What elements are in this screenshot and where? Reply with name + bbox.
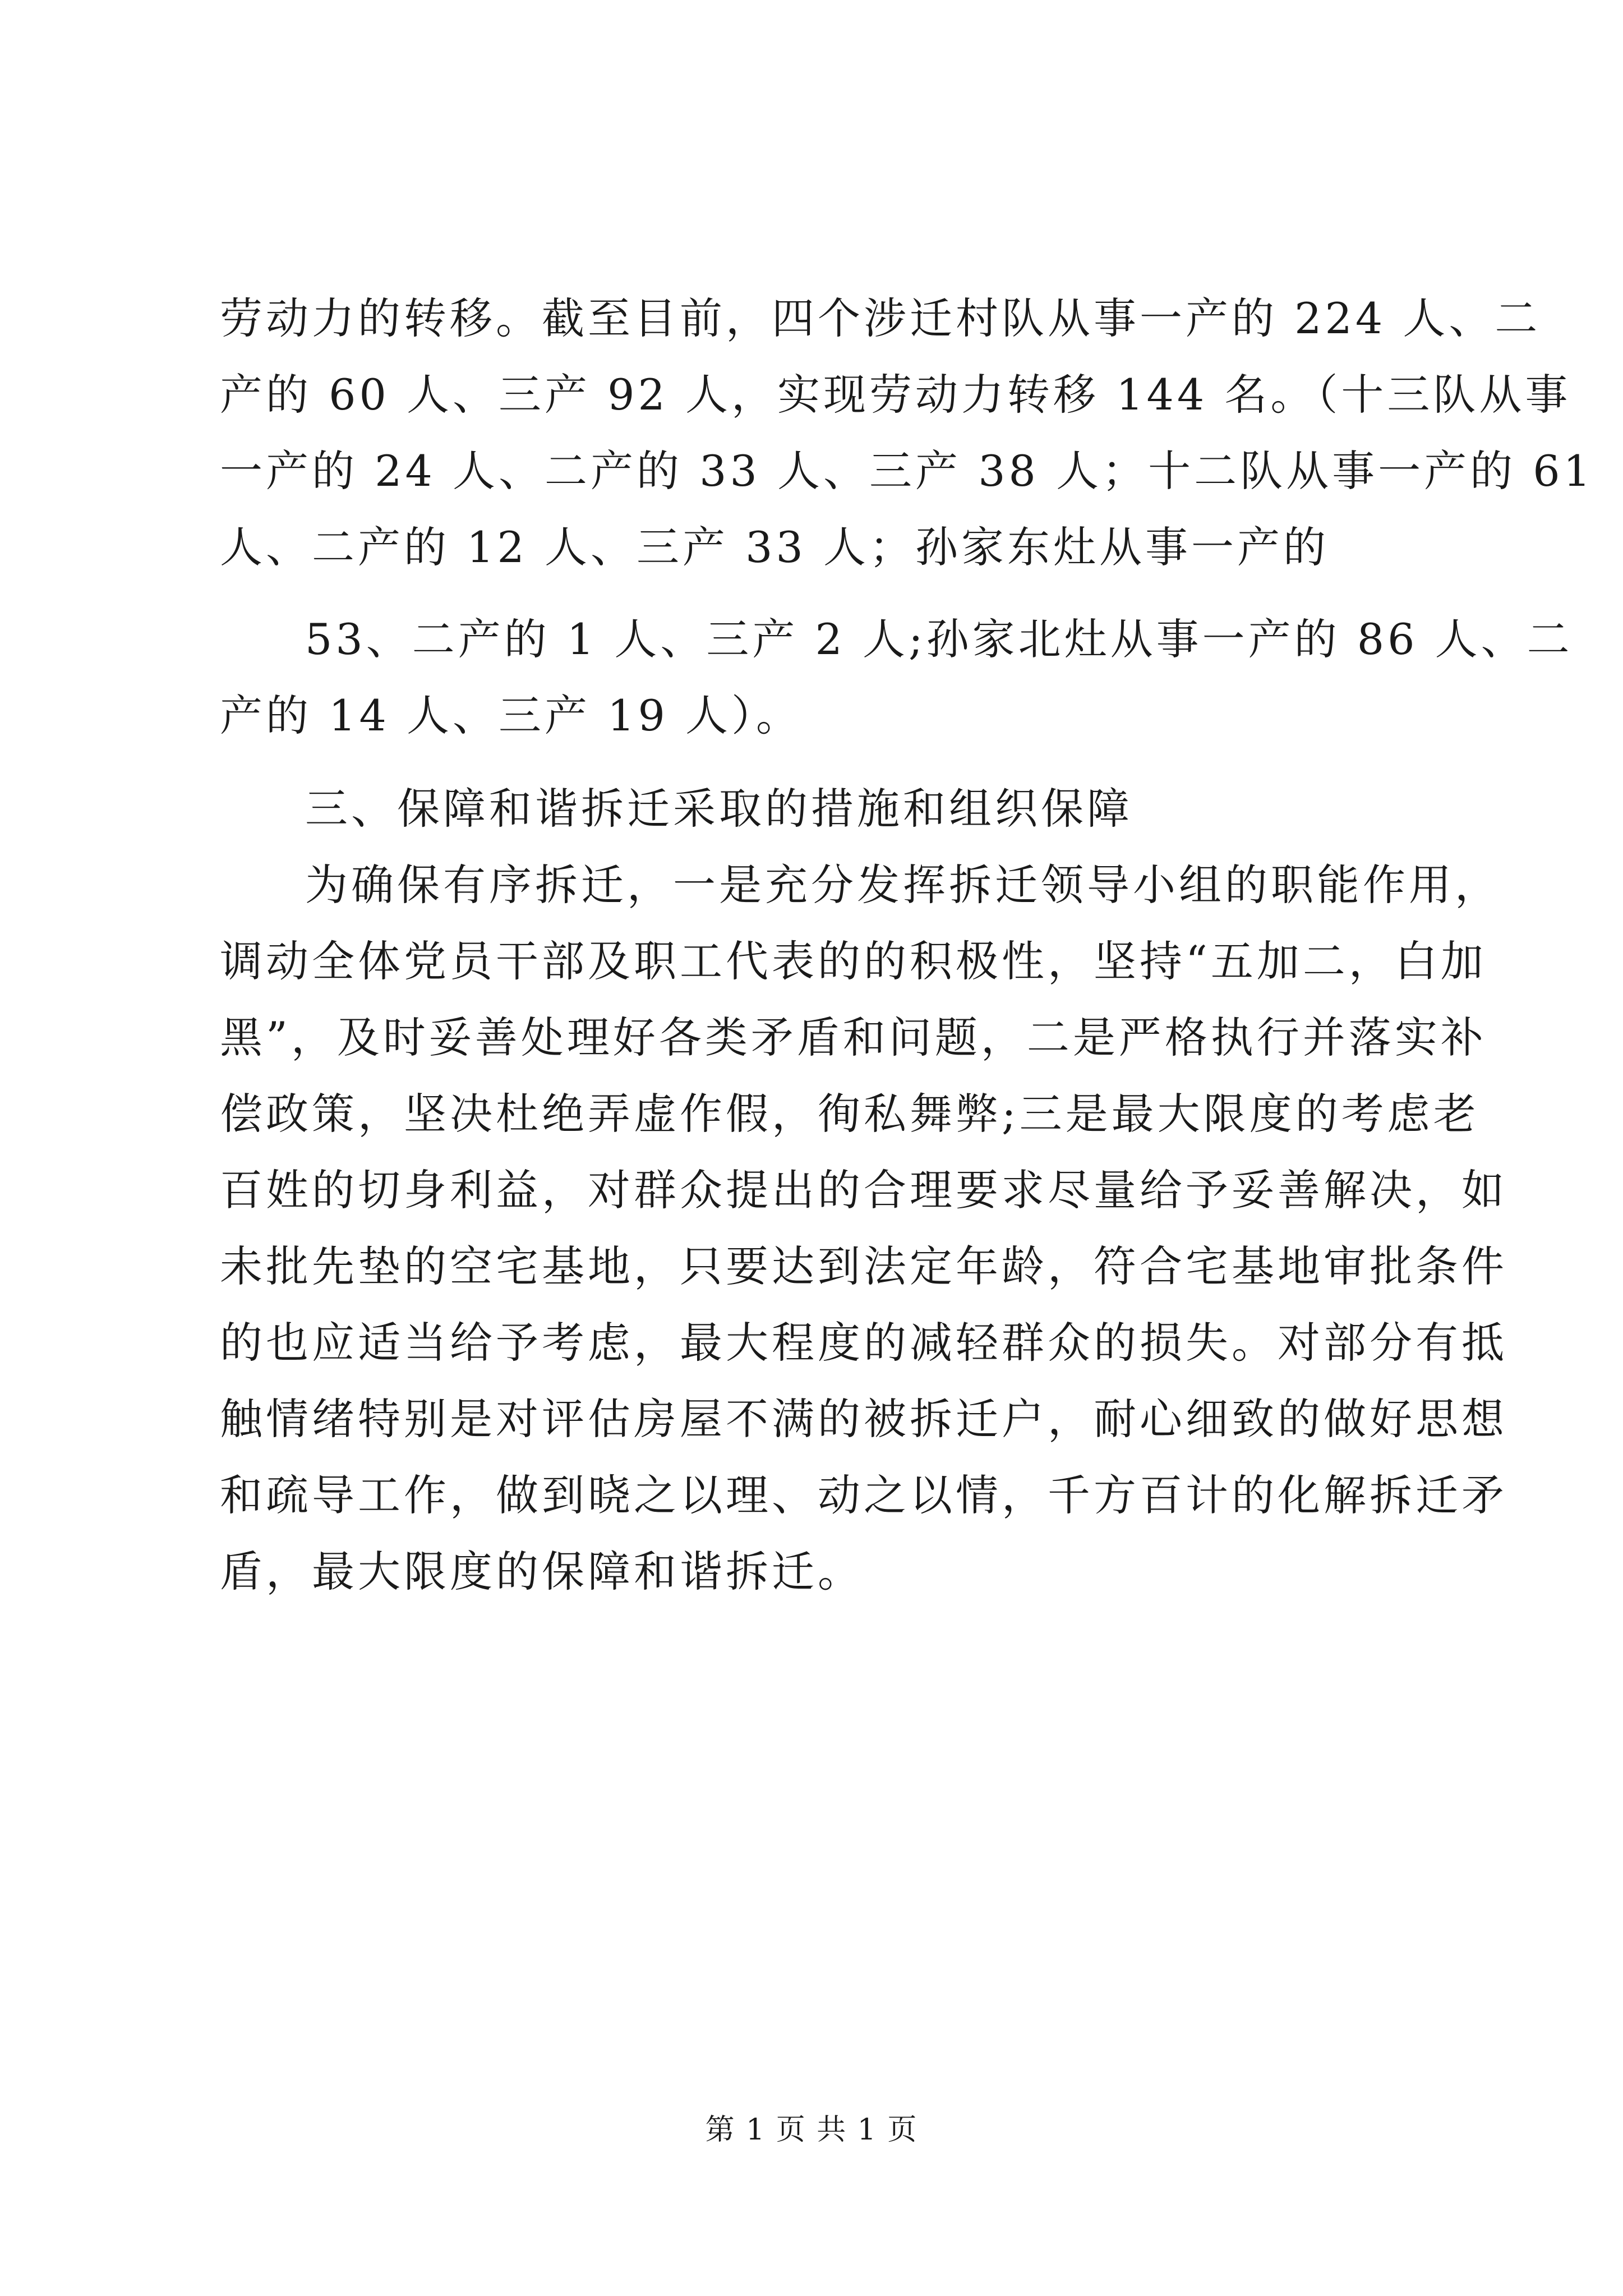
text-line: 盾，最大限度的保障和谐拆迁。 <box>220 1547 864 1596</box>
text-line: 53、二产的 1 人、三产 2 人;孙家北灶从事一产的 86 人、二 <box>305 614 1573 664</box>
text-line: 未批先垫的空宅基地，只要达到法定年龄，符合宅基地审批条件 <box>220 1241 1507 1291</box>
text-line: 一产的 24 人、二产的 33 人、三产 38 人；十二队从事一产的 61 <box>220 446 1594 496</box>
text-line: 劳动力的转移。截至目前，四个涉迁村队从事一产的 224 人、二 <box>220 293 1541 343</box>
text-line: 产的 60 人、三产 92 人，实现劳动力转移 144 名。（十三队从事 <box>220 370 1571 420</box>
text-line: 和疏导工作，做到晓之以理、动之以情，千方百计的化解拆迁矛 <box>220 1470 1507 1520</box>
text-line: 百姓的切身利益，对群众提出的合理要求尽量给予妥善解决，如 <box>220 1165 1507 1215</box>
text-line: 触情绪特别是对评估房屋不满的被拆迁户，耐心细致的做好思想 <box>220 1394 1507 1444</box>
text-line: 偿政策，坚决杜绝弄虚作假，徇私舞弊;三是最大限度的考虑老 <box>220 1089 1479 1139</box>
text-line: 调动全体党员干部及职工代表的的积极性，坚持“五加二，白加 <box>220 936 1487 986</box>
section-heading: 三、保障和谐拆迁采取的措施和组织保障 <box>305 784 1133 834</box>
document-body <box>220 280 1594 1610</box>
text-line: 产的 14 人、三产 19 人）。 <box>220 691 803 740</box>
text-line: 为确保有序拆迁，一是充分发挥拆迁领导小组的职能作用， <box>305 860 1501 910</box>
text-line: 人、二产的 12 人、三产 33 人；孙家东灶从事一产的 <box>220 522 1330 572</box>
text-line: 黑”，及时妥善处理好各类矛盾和问题，二是严格执行并落实补 <box>220 1013 1487 1062</box>
text-line: 的也应适当给予考虑，最大程度的减轻群众的损失。对部分有抵 <box>220 1318 1507 1368</box>
page-number-footer: 第 1 页 共 1 页 <box>705 2113 918 2147</box>
